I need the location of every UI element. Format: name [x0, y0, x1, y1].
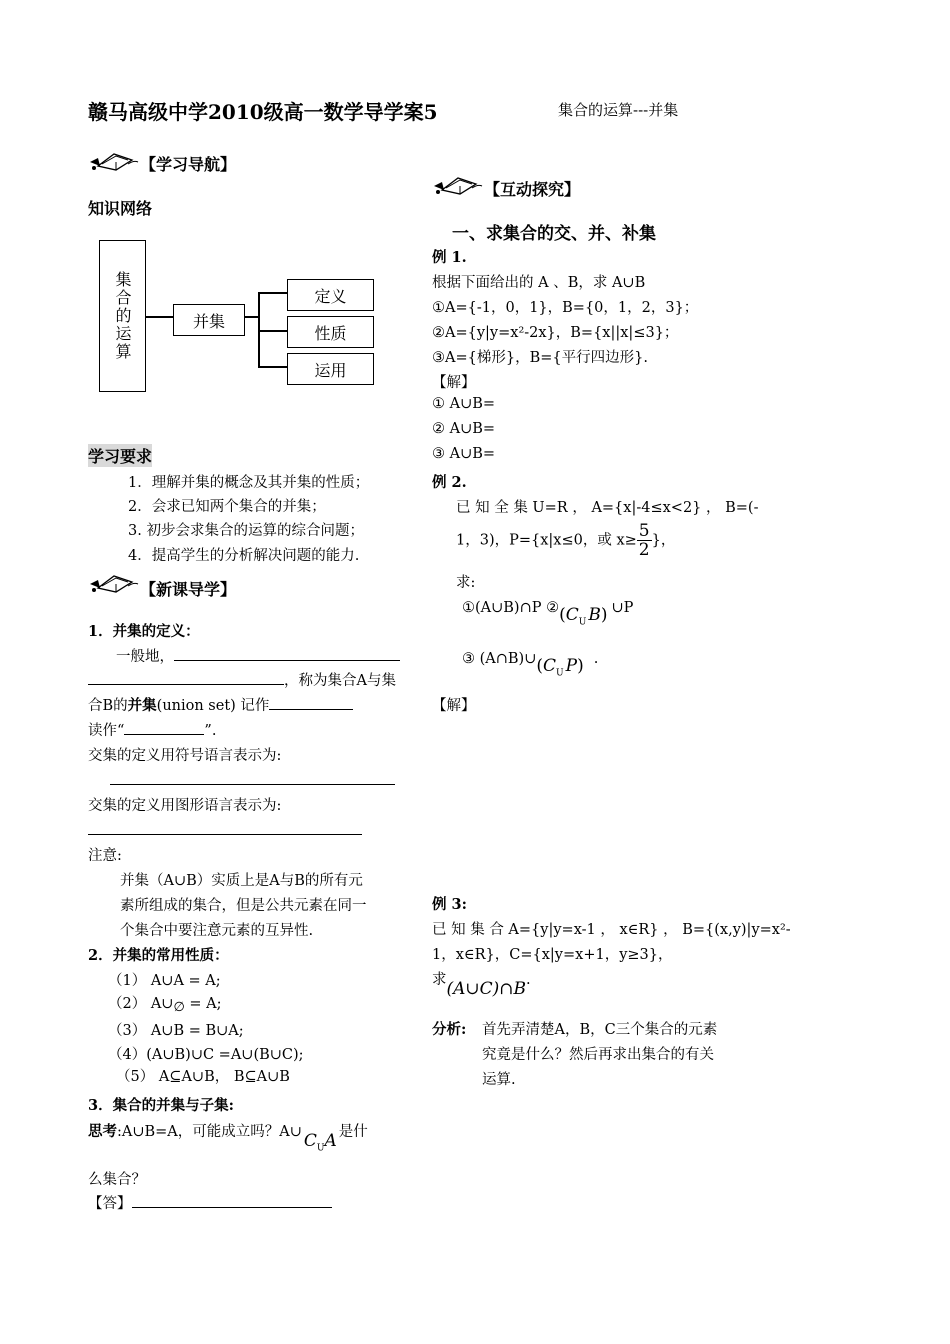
complement-symbol: C — [565, 605, 579, 625]
property-item — [108, 992, 222, 1015]
example-2-label: 例 2. — [432, 474, 467, 491]
diagram-branch-label: 定义 — [314, 286, 347, 306]
interactive-heading: 【互动探究】 — [484, 180, 581, 199]
question-text: ③ (A∩B)∪ — [462, 651, 537, 667]
connector — [244, 316, 258, 318]
question-text: 求 — [432, 972, 447, 988]
universe-subscript: U — [556, 668, 564, 679]
part-1-heading: 一、求集合的交、并、补集 — [452, 224, 656, 244]
diagram-root-box — [99, 240, 146, 392]
example-3-ask — [432, 968, 531, 999]
example-1-line: ①A={-1，0，1}，B={0，1，2，3}； — [432, 300, 699, 316]
property-item: （3） A∪B = B∪A; — [108, 1023, 244, 1039]
requirements-heading: 学习要求 — [88, 444, 152, 467]
definition-text: ，称为集合A与集 — [284, 673, 396, 689]
page-title: 赣马高级中学2010级高一数学导学案5 — [88, 100, 438, 124]
definition-line — [88, 719, 216, 740]
definition-text: 一般地， — [116, 649, 174, 665]
book-icon — [432, 170, 484, 196]
example-3-line: 1，x∈R}，C={x|y=x+1，y≥3}， — [432, 947, 673, 963]
property-item: （5） A⊆A∪B， B⊆A∪B — [116, 1069, 290, 1085]
diagram-branch-box — [287, 279, 374, 311]
universe-subscript: U — [316, 1143, 325, 1154]
definition-term: 并集 — [127, 697, 157, 714]
solution-line: ② A∪B= — [432, 421, 496, 437]
connector — [258, 292, 287, 294]
think-text: :A∪B=A，可能成立吗？A∪ — [117, 1124, 302, 1140]
definition-text: ”. — [204, 723, 217, 739]
connector — [258, 330, 287, 332]
property-item: （1） A∪A = A; — [108, 973, 221, 989]
fraction-denominator: 2 — [638, 540, 650, 560]
blank-line[interactable] — [174, 646, 400, 661]
example-2-line: 已 知 全 集 U=R ， A={x|-4≤x<2} ， B=(- — [456, 500, 759, 516]
diagram-branch-label: 运用 — [314, 360, 347, 380]
example-2-question — [462, 648, 599, 679]
think-question — [88, 1120, 368, 1154]
set-symbol: P — [565, 656, 578, 676]
book-icon — [88, 568, 140, 594]
solution-line: ③ A∪B= — [432, 446, 496, 462]
diagram-middle-box — [173, 304, 245, 336]
analysis-label: 分析: — [432, 1021, 467, 1038]
example-2-text: }， — [651, 532, 676, 549]
definition-line — [88, 694, 353, 715]
empty-set-symbol: ∅ — [173, 1000, 185, 1015]
answer-line — [88, 1192, 332, 1213]
blank-line[interactable] — [269, 695, 353, 710]
nav-heading: 【学习导航】 — [140, 155, 237, 174]
solution-label: 【解】 — [432, 698, 476, 714]
definition-text: (union set) 记作 — [156, 698, 270, 714]
new-lesson-heading: 【新课导学】 — [140, 580, 237, 599]
diagram-root-label: 集合的运算 — [113, 271, 132, 361]
blank-line[interactable] — [110, 784, 395, 785]
note-line: 并集（A∪B）实质上是A与B的所有元 — [120, 873, 363, 889]
connector — [258, 292, 260, 366]
fraction-numerator: 5 — [638, 521, 650, 541]
question-text: ∪P — [611, 600, 634, 616]
question-text: . — [526, 972, 531, 988]
complement-expression — [303, 1131, 337, 1154]
diagram-branch-box — [287, 316, 374, 348]
requirement-item: 3. 初步会求集合的运算的综合问题； — [128, 523, 364, 539]
note-line: 素所组成的集合，但是公共元素在同一 — [120, 898, 367, 914]
example-3-line: 已 知 集 合 A={y|y=x-1 ， x∈R} ， B={(x,y)|y=x²- — [432, 922, 791, 938]
example-2-line — [456, 522, 675, 559]
think-text: 是什 — [338, 1124, 368, 1140]
example-1-line: 根据下面给出的 A 、B，求 A∪B — [432, 275, 646, 291]
fraction — [637, 522, 652, 559]
solution-line: ① A∪B= — [432, 396, 496, 412]
example-3-label: 例 3: — [432, 896, 467, 913]
set-symbol: A — [324, 1131, 337, 1151]
definition-line — [116, 645, 400, 666]
analysis-line: 究竟是什么？然后再求出集合的有关 — [482, 1047, 714, 1063]
analysis-line: 首先弄清楚A，B，C三个集合的元素 — [482, 1022, 718, 1038]
example-2-question — [462, 597, 634, 628]
question-text: . — [593, 651, 599, 667]
definition-text: 合B的 — [88, 698, 128, 714]
book-icon — [88, 146, 140, 172]
universe-subscript: U — [578, 617, 587, 628]
note-label: 注意: — [88, 848, 122, 864]
think-label: 思考 — [88, 1123, 117, 1140]
requirement-item: 2．会求已知两个集合的并集； — [128, 499, 326, 515]
requirement-item: 4．提高学生的分析解决问题的能力. — [128, 548, 360, 564]
property-text: = A; — [184, 996, 222, 1012]
question-text: ①(A∪B)∩P ② — [462, 600, 560, 616]
complement-expression: ($C_U$ P) — [536, 656, 584, 679]
definition-line — [88, 669, 396, 690]
knowledge-heading: 知识网络 — [88, 199, 153, 218]
solution-label: 【解】 — [432, 375, 476, 391]
diagram-middle-label: 并集 — [192, 311, 225, 331]
section-2-title: 2．并集的常用性质： — [88, 947, 229, 964]
complement-expression: ($C_U$ B) — [559, 605, 608, 628]
example-1-label: 例 1. — [432, 249, 467, 266]
example-1-line: ③A={梯形}，B={平行四边形}. — [432, 350, 648, 366]
section-3-title: 3．集合的并集与子集: — [88, 1097, 234, 1114]
property-text: （2） A∪ — [108, 996, 174, 1012]
diagram-branch-label: 性质 — [314, 323, 347, 343]
figure-language-label: 交集的定义用图形语言表示为: — [88, 798, 282, 814]
answer-label: 【答】 — [88, 1196, 132, 1212]
blank-line[interactable] — [132, 1193, 332, 1208]
set-expression: (A∪C)∩B — [446, 979, 527, 999]
page-subtitle: 集合的运算---并集 — [558, 101, 679, 119]
connector — [258, 366, 287, 368]
definition-text: 读作“ — [88, 723, 125, 739]
note-line: 个集合中要注意元素的互异性. — [120, 923, 314, 939]
example-2-ask: 求: — [456, 575, 476, 591]
complement-symbol: C — [543, 656, 557, 676]
blank-line[interactable] — [124, 720, 204, 735]
example-1-line: ②A={y|y=x²-2x}，B={x||x|≤3}； — [432, 325, 679, 341]
section-1-title: 1．并集的定义： — [88, 623, 200, 640]
complement-symbol: C — [303, 1131, 317, 1151]
blank-line[interactable] — [88, 670, 284, 685]
blank-line[interactable] — [88, 834, 362, 835]
connector — [145, 316, 173, 318]
think-line-2: 么集合？ — [88, 1172, 146, 1188]
requirement-item: 1．理解并集的概念及其并集的性质； — [128, 475, 370, 491]
diagram-branch-box — [287, 353, 374, 385]
property-item: （4）(A∪B)∪C =A∪(B∪C); — [108, 1047, 304, 1063]
analysis-line: 运算. — [482, 1072, 516, 1088]
symbol-language-label: 交集的定义用符号语言表示为: — [88, 748, 282, 764]
example-2-text: 1，3)，P={x|x≤0，或 x≥ — [456, 532, 637, 549]
set-symbol: B — [588, 605, 601, 625]
